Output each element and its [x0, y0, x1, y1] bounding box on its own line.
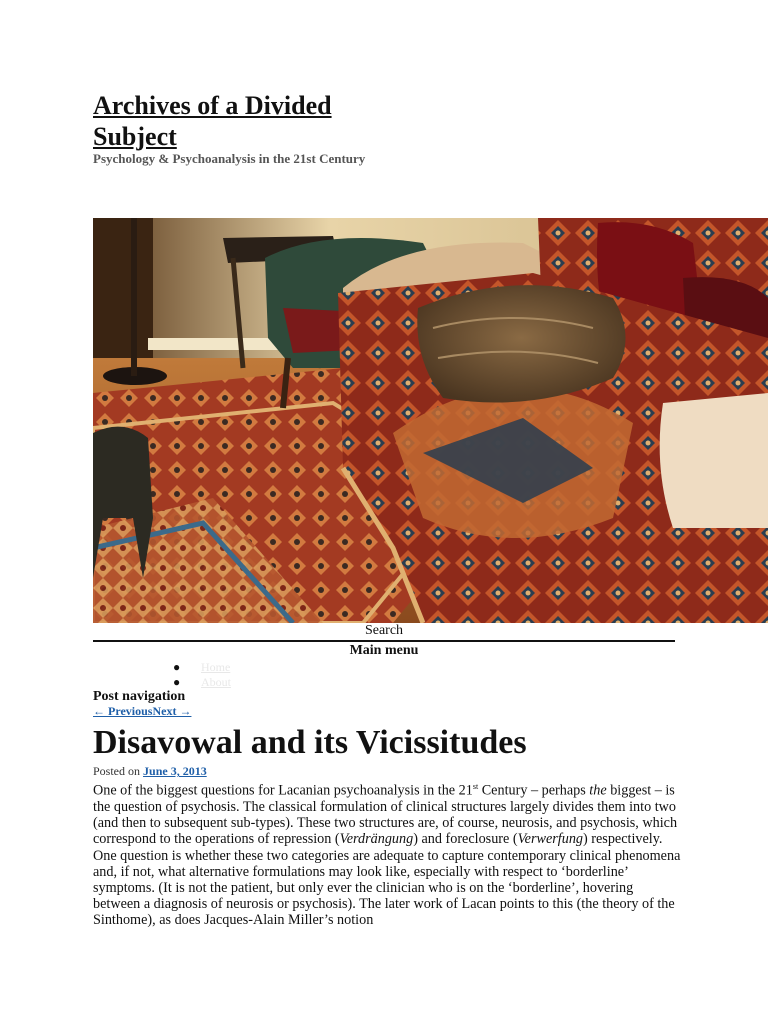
main-menu-heading: Main menu: [349, 643, 419, 658]
next-post-link[interactable]: Next →: [152, 704, 192, 718]
bullet-icon: ●: [173, 660, 181, 674]
body-text: Century – perhaps: [478, 782, 590, 799]
site-description: Psychology & Psychoanalysis in the 21st Century: [93, 151, 366, 166]
post-title: Disavowal and its Vicissitudes: [93, 724, 527, 761]
divider: [93, 640, 675, 642]
header-image: [93, 218, 768, 623]
post-paragraph: [93, 779, 683, 929]
post-date-link[interactable]: June 3, 2013: [143, 764, 207, 778]
body-superscript: st: [472, 782, 479, 791]
menu-link-home[interactable]: Home: [201, 660, 231, 674]
body-emphasis: the: [589, 782, 607, 799]
post-navigation-heading: Post navigation: [93, 689, 186, 704]
site-title[interactable]: Archives of a Divided Subject: [93, 91, 332, 151]
body-text: ) respectively. One question is whether these two categories are adequate to capture contemporary clinical phenomena and, if not, what alternative formulations may look like, especially with respect to ‘borderline’ symptoms. (It is not the patient, but only ever the clinician who is on the ‘borderline’, hovering between a diagnosis of neurosis or psychosis). The later work of Lacan points to this (the theory of the Sinthome), as does Jacques-Alain Miller’s notion: [93, 831, 681, 929]
post-navigation: [93, 704, 191, 719]
body-emphasis: Verwerfung: [517, 831, 584, 848]
main-menu-list: [173, 660, 231, 690]
menu-item-about: [173, 675, 231, 690]
search-button[interactable]: Search: [364, 623, 404, 638]
body-text: ) and foreclosure (: [413, 831, 518, 848]
body-emphasis: Verdrängung: [339, 831, 414, 848]
body-text: One of the biggest questions for Lacanian psychoanalysis in the 21: [93, 782, 473, 799]
menu-link-about[interactable]: About: [201, 675, 231, 689]
posted-on-label: Posted on: [93, 764, 141, 778]
post-meta: [93, 764, 207, 779]
post-body: [93, 779, 683, 929]
previous-post-link[interactable]: ← Previous: [93, 704, 153, 718]
bullet-icon: ●: [173, 675, 181, 689]
menu-item-home: [173, 660, 231, 675]
body-text: biggest – is the question of psychosis. The classical formulation of clinical structures largely divides them into two (and then to subsequent sub-types). These two structures are, of course, neurosis, and psychosis, which correspond to the operations of repression (: [93, 782, 678, 848]
psychoanalytic-couch-photo: [93, 218, 768, 623]
